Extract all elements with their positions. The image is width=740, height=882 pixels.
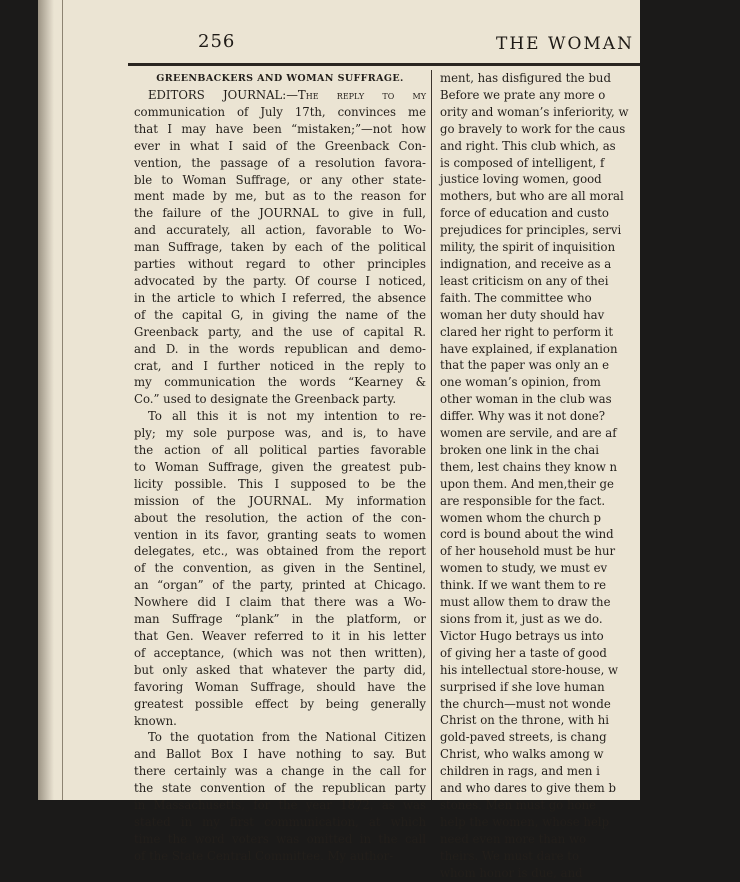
text-line: and Ballot Box I have nothing to say. But [134, 747, 426, 762]
text-line: women are servile, and are af [440, 426, 617, 441]
text-line: women whom the church p [440, 510, 601, 525]
text-line: in Massachusetts, for the year 1872, as was [134, 798, 426, 813]
text-line: of the State Central Committee. My author- [134, 848, 394, 863]
text-line: stones. Men must go hone [440, 797, 596, 812]
text-line: and who dares to give them b [440, 781, 616, 796]
text-line: and accurately, all action, favorable to Wo- [134, 223, 426, 238]
text-line: clared her right to perform it [440, 324, 614, 339]
text-line: ment, has disfigured the bud [440, 71, 611, 85]
text-line: parties without regard to other principles [134, 257, 426, 272]
right-column [440, 70, 740, 882]
left-column-text [134, 87, 426, 865]
article-title: GREENBACKERS AND WOMAN SUFFRAGE. [156, 73, 404, 84]
text-line: them, lest chains they know n [440, 459, 618, 474]
text-line: of giving her a taste of good [440, 645, 607, 660]
text-line: indignation, and receive as a [440, 256, 612, 271]
text-line: upon them. And men,their ge [440, 476, 614, 491]
text-line: force of education and custo [440, 206, 609, 221]
text-line: help the women, whose help [440, 814, 610, 829]
text-line: are responsible for the fact. [440, 493, 606, 508]
text-line: that Gen. Weaver referred to it in his letter [134, 629, 426, 643]
text-line: communication of July 17th, convinces me [134, 104, 426, 119]
text-line: of acceptance, (which was not then written), [134, 645, 426, 660]
text-line: vention, the passage of a resolution favora- [134, 155, 426, 170]
text-line: and D. in the words republican and demo- [134, 341, 426, 356]
text-line: delegates, etc., was obtained from the report [134, 544, 426, 559]
text-line: Greenback party, and the use of capital R. [134, 324, 426, 339]
text-line: of the capital G, in giving the name of the [134, 307, 426, 322]
text-line: that I may have been “mistaken;”—not how [134, 121, 426, 136]
right-column-text [440, 70, 740, 882]
text-line: licity possible. This I supposed to be the [134, 476, 426, 491]
text-line: theirs. We must dare to [440, 848, 580, 863]
text-line: ment made by me, but as to the reason for [134, 189, 426, 204]
text-line: whom honor is due, and [440, 865, 583, 880]
text-line: of the convention, as given in the Sentinel, [134, 561, 426, 576]
text-line: greatest possible effect by being generally [134, 696, 426, 711]
text-line: prejudices for principles, servi [440, 223, 622, 238]
text-line: an “organ” of the party, printed at Chicago. [134, 578, 426, 593]
text-line: to Woman Suffrage, given the greatest pub- [134, 459, 426, 474]
header-rule [128, 63, 640, 66]
text-line: must allow them to draw the [440, 595, 611, 610]
text-line: mission of the JOURNAL. My information [134, 493, 426, 508]
text-line: the failure of the JOURNAL to give in full, [134, 206, 426, 221]
text-line: children in rags, and men i [440, 764, 600, 779]
text-line: but only asked that whatever the party did, [134, 662, 426, 677]
text-line: EDITORS JOURNAL:—The reply to my [148, 88, 426, 102]
text-line: woman her duty should hav [440, 307, 605, 322]
text-line: Christ on the throne, with hi [440, 713, 610, 728]
text-line: cord is bound about the wind [440, 527, 614, 542]
text-line: ority and woman’s inferiority, w [440, 104, 629, 119]
text-line: ble to Woman Suffrage, or any other state- [134, 172, 426, 187]
text-line: To all this it is not my intention to re- [148, 409, 426, 424]
left-column [134, 70, 426, 865]
text-line: Co.” used to designate the Greenback party. [134, 392, 397, 407]
text-line: known. [134, 713, 177, 728]
text-line: the state convention of the republican party [134, 781, 426, 796]
text-line: my communication the words “Kearney & [134, 375, 426, 390]
text-line: man Suffrage, taken by each of the political [134, 240, 426, 255]
text-line: differ. Why was it not done? [440, 409, 606, 424]
text-line: crat, and I further noticed in the reply to [134, 358, 426, 373]
text-line: have explained, if explanation [440, 341, 618, 356]
text-line: favoring Woman Suffrage, should have the [134, 679, 426, 694]
text-line: about the resolution, the action of the con- [134, 510, 426, 525]
column-divider [431, 70, 432, 800]
text-line: ever in what I said of the Greenback Con- [134, 138, 426, 153]
running-head: THE WOMAN [496, 34, 634, 54]
text-line: is composed of intelligent, f [440, 155, 605, 170]
text-line: advocated by the party. Of course I noticed, [134, 273, 426, 288]
page-fold-shadow [38, 0, 54, 800]
text-line: women to study, we must ev [440, 561, 608, 576]
text-line: there certainly was a change in the call for [134, 764, 426, 779]
text-line: Christ, who walks among w [440, 747, 604, 762]
text-line: broken one link in the chai [440, 442, 599, 457]
text-line: Before we prate any more o [440, 87, 606, 102]
text-line: Victor Hugo betrays us into [440, 628, 604, 643]
text-line: the action of all political parties favorable [134, 443, 426, 458]
text-line: need even more than wo [440, 831, 587, 846]
text-line: stated in my first communication, at which [134, 814, 426, 829]
text-line: and right. This club which, as [440, 138, 616, 153]
text-line: ply; my sole purpose was, and is, to have [134, 426, 426, 441]
text-line: Nowhere did I claim that there was a Wo- [134, 595, 426, 610]
text-line: mility, the spirit of inquisition [440, 240, 616, 255]
text-line: that the paper was only an e [440, 358, 610, 373]
text-line: gold-paved streets, is chang [440, 730, 607, 745]
text-line: his intellectual store-house, w [440, 662, 619, 677]
text-line: vention in its favor, granting seats to women [134, 527, 426, 542]
text-line: To the quotation from the National Citizen [148, 730, 426, 745]
text-line: time the word voters was omitted in the call [134, 831, 426, 846]
text-line: faith. The committee who [440, 290, 592, 305]
text-line: one woman’s opinion, from [440, 375, 601, 390]
text-line: of her household must be hur [440, 544, 616, 559]
page-number: 256 [198, 31, 236, 52]
text-line: sions from it, just as we do. [440, 612, 603, 626]
text-line: man Suffrage “plank” in the platform, or [134, 612, 426, 627]
text-line: surprised if she love human [440, 679, 605, 694]
text-line: in the article to which I referred, the absence [134, 290, 426, 305]
text-line: go bravely to work for the caus [440, 121, 626, 136]
newspaper-page [38, 0, 640, 880]
text-line: think. If we want them to re [440, 578, 607, 593]
text-line: mothers, but who are all moral [440, 189, 624, 204]
text-line: justice loving women, good [440, 172, 602, 187]
text-line: other woman in the club was [440, 392, 612, 407]
text-line: the church—must not wonde [440, 696, 611, 711]
text-line: least criticism on any of thei [440, 273, 609, 288]
page-edge-line [62, 0, 63, 800]
